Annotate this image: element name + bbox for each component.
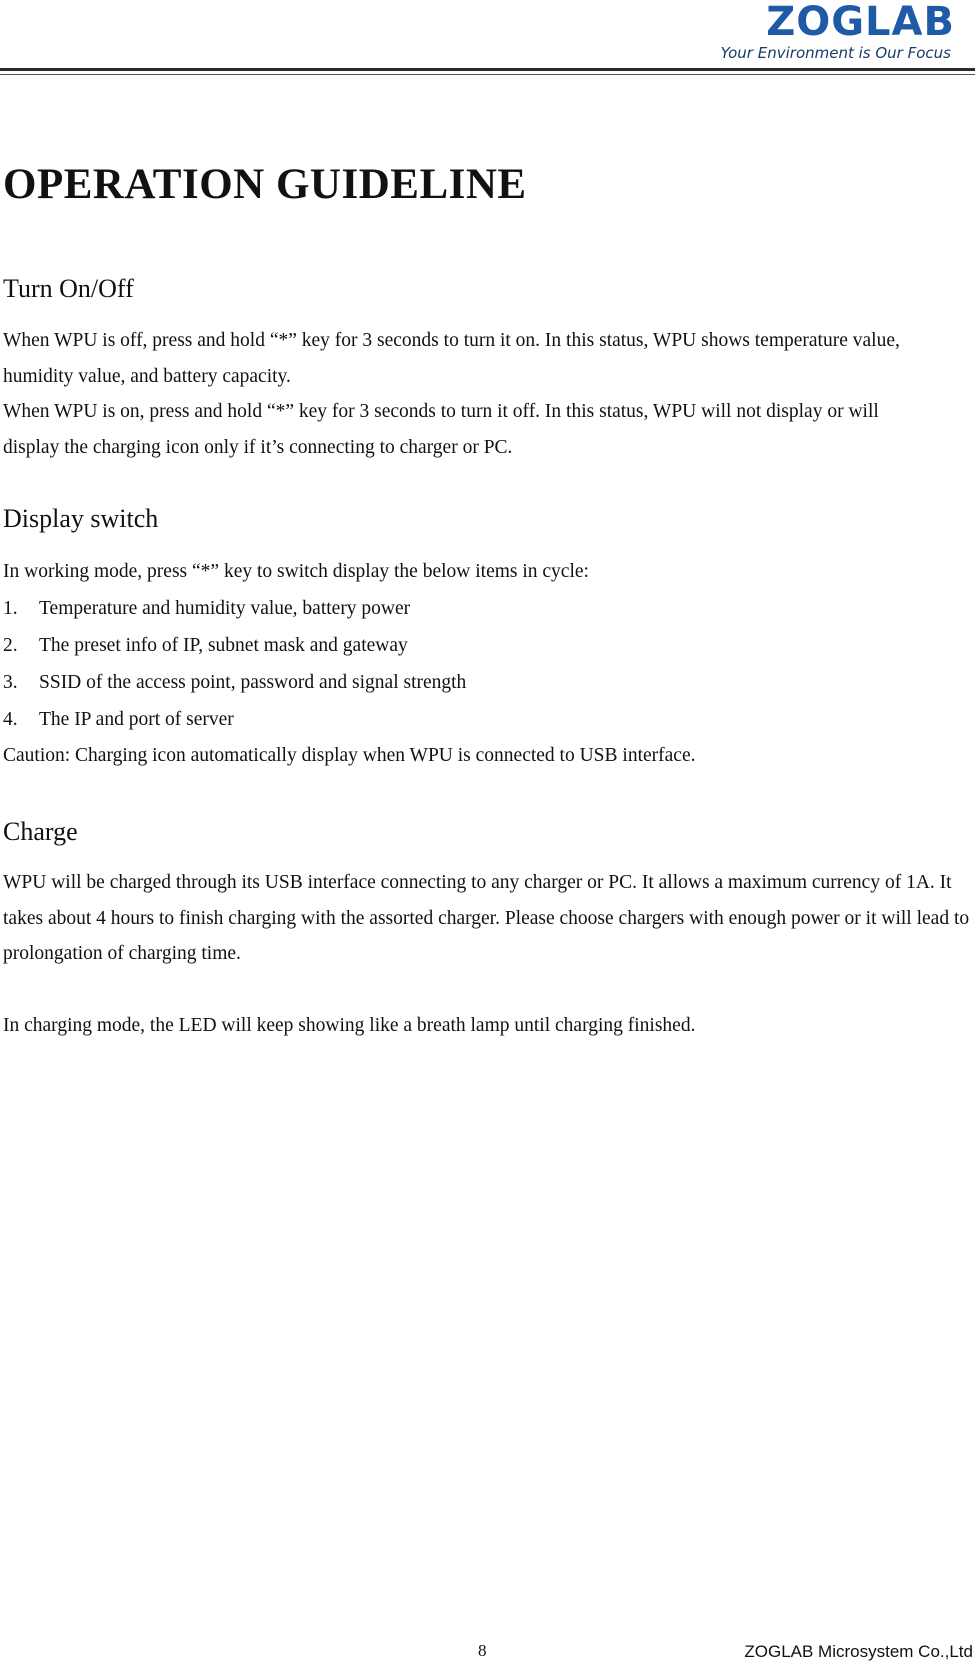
display-items-list <box>3 590 971 738</box>
list-item-number: 1. <box>3 597 18 619</box>
list-item <box>3 590 971 627</box>
list-item-text: The IP and port of server <box>39 708 234 730</box>
list-item-number: 4. <box>3 708 18 730</box>
header-rule-thin <box>0 74 975 75</box>
paragraph: In charging mode, the LED will keep showing like a breath lamp until charging finished. <box>3 1014 696 1036</box>
list-item-number: 3. <box>3 671 18 693</box>
company-tagline: Your Environment is Our Focus <box>720 44 951 62</box>
list-item <box>3 664 971 701</box>
section-heading-turn-on-off: Turn On/Off <box>3 274 134 303</box>
company-logo: ZOGLAB <box>766 0 955 45</box>
section-heading-charge: Charge <box>3 817 78 846</box>
paragraph: WPU will be charged through its USB interface connecting to any charger or PC. It allows a maximum currency of 1A. It takes about 4 hours to finish charging with the assorted charger. Please choose chargers with enough power or it will lead to prolongation of charging time. <box>3 872 970 964</box>
section-heading-display-switch: Display switch <box>3 504 159 533</box>
list-item-text: SSID of the access point, password and signal strength <box>39 671 467 693</box>
document-body <box>3 160 971 1043</box>
list-item <box>3 627 971 664</box>
list-item-text: The preset info of IP, subnet mask and gateway <box>39 634 408 656</box>
paragraph: When WPU is on, press and hold “*” key for 3 seconds to turn it off. In this status, WPU will not display or will display the charging icon only if it’s connecting to charger or PC. <box>3 401 879 458</box>
page-title: OPERATION GUIDELINE <box>3 161 527 208</box>
paragraph: In working mode, press “*” key to switch display the below items in cycle: <box>3 561 589 582</box>
page-number: 8 <box>478 1641 487 1660</box>
list-item-text: Temperature and humidity value, battery power <box>39 597 411 619</box>
list-item <box>3 701 971 738</box>
list-item-number: 2. <box>3 634 18 656</box>
caution-note: Caution: Charging icon automatically display when WPU is connected to USB interface. <box>3 744 696 766</box>
page-header <box>0 0 975 80</box>
header-rule-thick <box>0 68 975 71</box>
footer-company-name: ZOGLAB Microsystem Co.,Ltd <box>744 1642 973 1661</box>
paragraph: When WPU is off, press and hold “*” key for 3 seconds to turn it on. In this status, WPU shows temperature value, humidity value, and battery capacity. <box>3 330 900 387</box>
